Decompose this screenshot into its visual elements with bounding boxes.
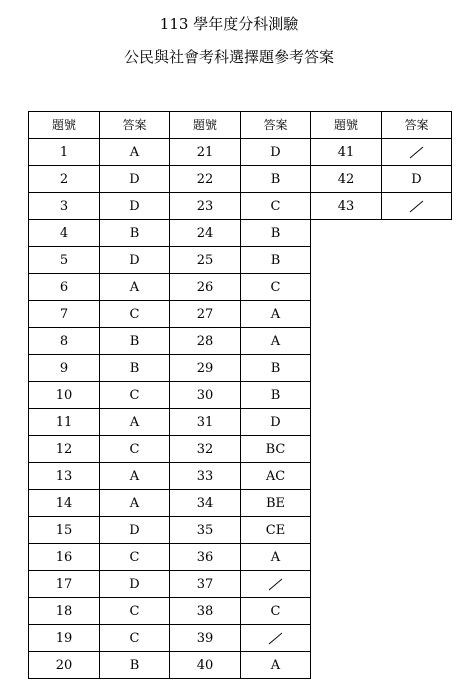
question-number: 12 <box>29 436 100 463</box>
question-number: 15 <box>29 517 100 544</box>
empty-cell <box>382 301 452 328</box>
page-subtitle: 公民與社會考科選擇題參考答案 <box>123 48 334 66</box>
question-number: 1 <box>29 139 100 166</box>
empty-cell <box>382 409 452 436</box>
answer-cell: C <box>100 436 170 463</box>
table-row <box>29 463 452 490</box>
answer-cell <box>382 193 452 220</box>
table-row <box>29 220 452 247</box>
answer-cell: B <box>241 382 311 409</box>
question-number: 3 <box>29 193 100 220</box>
answer-cell: C <box>100 598 170 625</box>
table-row <box>29 328 452 355</box>
question-number: 11 <box>29 409 100 436</box>
question-number: 28 <box>170 328 241 355</box>
empty-cell <box>382 544 452 571</box>
answer-cell <box>241 625 311 652</box>
question-number: 2 <box>29 166 100 193</box>
table-row <box>29 139 452 166</box>
answer-cell: B <box>241 355 311 382</box>
answer-table-body <box>29 112 452 679</box>
question-number: 37 <box>170 571 241 598</box>
question-number: 32 <box>170 436 241 463</box>
answer-cell: B <box>241 247 311 274</box>
answer-cell: D <box>100 193 170 220</box>
empty-cell <box>311 544 382 571</box>
table-row <box>29 517 452 544</box>
table-row <box>29 490 452 517</box>
question-number: 23 <box>170 193 241 220</box>
answer-cell: A <box>241 301 311 328</box>
empty-cell <box>311 328 382 355</box>
answer-cell: D <box>100 166 170 193</box>
empty-cell <box>311 625 382 652</box>
answer-cell: C <box>241 598 311 625</box>
empty-cell <box>311 220 382 247</box>
table-row <box>29 166 452 193</box>
answer-cell <box>241 571 311 598</box>
question-number: 17 <box>29 571 100 598</box>
answer-cell: D <box>241 409 311 436</box>
empty-cell <box>382 463 452 490</box>
question-number: 33 <box>170 463 241 490</box>
header-question: 題號 <box>29 112 100 139</box>
question-number: 4 <box>29 220 100 247</box>
question-number: 43 <box>311 193 382 220</box>
question-number: 41 <box>311 139 382 166</box>
no-answer-slash-icon <box>268 578 283 591</box>
answer-cell: BE <box>241 490 311 517</box>
empty-cell <box>382 517 452 544</box>
answer-cell: D <box>241 139 311 166</box>
empty-cell <box>311 463 382 490</box>
question-number: 40 <box>170 652 241 679</box>
no-answer-slash-icon <box>268 632 283 645</box>
empty-cell <box>382 247 452 274</box>
table-row <box>29 598 452 625</box>
question-number: 25 <box>170 247 241 274</box>
answer-cell: C <box>100 625 170 652</box>
table-row <box>29 355 452 382</box>
empty-cell <box>382 355 452 382</box>
answer-cell: C <box>241 274 311 301</box>
table-row <box>29 247 452 274</box>
question-number: 35 <box>170 517 241 544</box>
question-number: 34 <box>170 490 241 517</box>
empty-cell <box>311 301 382 328</box>
answer-cell: C <box>100 382 170 409</box>
empty-cell <box>311 247 382 274</box>
answer-cell: C <box>100 301 170 328</box>
answer-cell: A <box>100 139 170 166</box>
empty-cell <box>382 571 452 598</box>
answer-cell: D <box>100 247 170 274</box>
answer-cell: A <box>100 463 170 490</box>
answer-cell: B <box>100 355 170 382</box>
table-row <box>29 382 452 409</box>
question-number: 26 <box>170 274 241 301</box>
table-row <box>29 193 452 220</box>
question-number: 21 <box>170 139 241 166</box>
question-number: 7 <box>29 301 100 328</box>
answer-cell: A <box>100 409 170 436</box>
question-number: 19 <box>29 625 100 652</box>
question-number: 16 <box>29 544 100 571</box>
empty-cell <box>311 490 382 517</box>
table-row <box>29 571 452 598</box>
empty-cell <box>311 436 382 463</box>
empty-cell <box>382 490 452 517</box>
table-row <box>29 274 452 301</box>
empty-cell <box>311 355 382 382</box>
empty-cell <box>311 517 382 544</box>
header-answer: 答案 <box>241 112 311 139</box>
question-number: 9 <box>29 355 100 382</box>
answer-cell: D <box>100 571 170 598</box>
answer-cell: C <box>241 193 311 220</box>
header-answer: 答案 <box>100 112 170 139</box>
header-answer: 答案 <box>382 112 452 139</box>
answer-cell: D <box>382 166 452 193</box>
empty-cell <box>382 652 452 679</box>
empty-cell <box>382 382 452 409</box>
answer-cell: B <box>241 166 311 193</box>
header-question: 題號 <box>170 112 241 139</box>
question-number: 5 <box>29 247 100 274</box>
answer-cell: A <box>241 544 311 571</box>
table-row <box>29 409 452 436</box>
question-number: 29 <box>170 355 241 382</box>
empty-cell <box>382 436 452 463</box>
empty-cell <box>382 625 452 652</box>
question-number: 6 <box>29 274 100 301</box>
answer-cell: B <box>100 652 170 679</box>
question-number: 24 <box>170 220 241 247</box>
table-row <box>29 625 452 652</box>
question-number: 10 <box>29 382 100 409</box>
answer-cell: CE <box>241 517 311 544</box>
question-number: 18 <box>29 598 100 625</box>
question-number: 30 <box>170 382 241 409</box>
question-number: 31 <box>170 409 241 436</box>
empty-cell <box>382 220 452 247</box>
question-number: 42 <box>311 166 382 193</box>
question-number: 22 <box>170 166 241 193</box>
answer-cell <box>382 139 452 166</box>
table-row <box>29 652 452 679</box>
answer-cell: B <box>100 220 170 247</box>
table-row <box>29 301 452 328</box>
question-number: 14 <box>29 490 100 517</box>
empty-cell <box>311 409 382 436</box>
answer-cell: A <box>100 490 170 517</box>
answer-cell: A <box>100 274 170 301</box>
question-number: 38 <box>170 598 241 625</box>
question-number: 13 <box>29 463 100 490</box>
empty-cell <box>382 274 452 301</box>
empty-cell <box>311 274 382 301</box>
no-answer-slash-icon <box>409 200 424 213</box>
answer-cell: C <box>100 544 170 571</box>
answer-cell: D <box>100 517 170 544</box>
empty-cell <box>382 328 452 355</box>
empty-cell <box>311 652 382 679</box>
empty-cell <box>311 382 382 409</box>
page-title: 113 學年度分科測驗 <box>159 15 299 33</box>
header-question: 題號 <box>311 112 382 139</box>
table-row <box>29 436 452 463</box>
answer-cell: A <box>241 652 311 679</box>
answer-cell: A <box>241 328 311 355</box>
empty-cell <box>382 598 452 625</box>
table-row <box>29 544 452 571</box>
answer-table <box>28 111 452 679</box>
empty-cell <box>311 571 382 598</box>
table-header-row <box>29 112 452 139</box>
answer-cell: AC <box>241 463 311 490</box>
no-answer-slash-icon <box>409 146 424 159</box>
answer-cell: B <box>100 328 170 355</box>
answer-cell: BC <box>241 436 311 463</box>
question-number: 27 <box>170 301 241 328</box>
question-number: 39 <box>170 625 241 652</box>
empty-cell <box>311 598 382 625</box>
question-number: 20 <box>29 652 100 679</box>
question-number: 8 <box>29 328 100 355</box>
question-number: 36 <box>170 544 241 571</box>
answer-cell: B <box>241 220 311 247</box>
